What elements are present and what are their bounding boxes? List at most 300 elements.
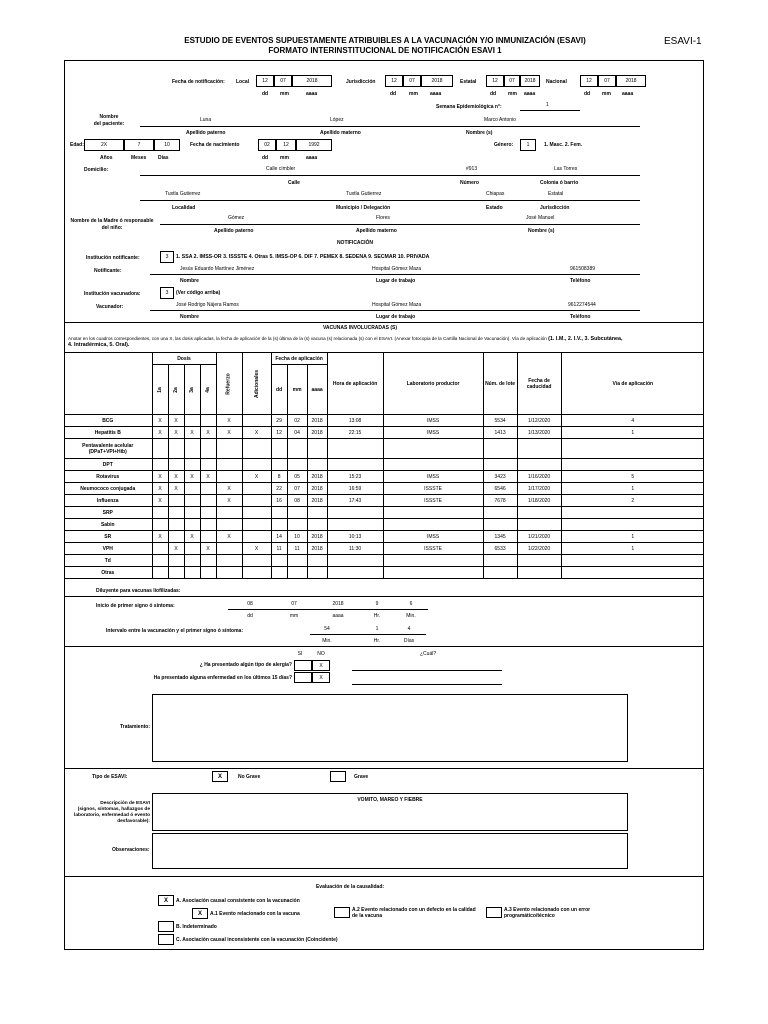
notificante-value: Jesús Eduardo Martínez Jiménez	[180, 266, 255, 272]
cell-mm[interactable]: 02	[287, 415, 307, 427]
cell-dd[interactable]: 29	[271, 415, 287, 427]
semana-value: 1	[546, 102, 549, 108]
numero-value: #913	[466, 166, 478, 172]
dose-cell[interactable]	[152, 567, 168, 579]
cell-dd[interactable]: 22	[271, 483, 287, 495]
cell-dd[interactable]	[271, 567, 287, 579]
cell-via[interactable]	[561, 567, 704, 579]
dd-label: dd	[262, 155, 269, 161]
dose-cell[interactable]: X	[168, 543, 184, 555]
cell-lote[interactable]	[483, 459, 517, 471]
cell-lote[interactable]: 7678	[483, 495, 517, 507]
dose-cell[interactable]	[200, 459, 216, 471]
cell-aaaa[interactable]	[307, 507, 327, 519]
apellido-paterno-value: Luna	[200, 117, 212, 123]
cell-via[interactable]: 5	[561, 471, 704, 483]
tratamiento-box[interactable]	[152, 694, 628, 762]
dose-cell[interactable]: X	[168, 471, 184, 483]
dose-cell[interactable]	[152, 439, 168, 459]
cell-hora[interactable]: 13:08	[327, 415, 383, 427]
d4-text: 4a	[205, 386, 211, 393]
dose-cell[interactable]: X	[168, 483, 184, 495]
dose-cell[interactable]	[168, 439, 184, 459]
cell-via[interactable]	[561, 439, 704, 459]
vaccine-name: DPT	[64, 459, 152, 471]
aaaa-label: aaaa	[306, 91, 318, 97]
cell-via[interactable]	[561, 507, 704, 519]
observaciones-box[interactable]	[152, 833, 628, 869]
cell-lote[interactable]: 6546	[483, 483, 517, 495]
dose-cell[interactable]: X	[200, 427, 216, 439]
dose-cell[interactable]	[184, 507, 200, 519]
cell-lab[interactable]: IMSS	[383, 415, 483, 427]
dose-cell[interactable]	[242, 483, 271, 495]
dose-cell[interactable]	[200, 531, 216, 543]
aaaa-label: aaaa	[524, 91, 536, 97]
tratamiento-label: Tratamiento:	[120, 724, 151, 730]
enfermedad-label: Ha presentado alguna enfermedad en los últimos 15 días?	[153, 675, 292, 681]
mm-label: mm	[602, 91, 611, 97]
genero-value[interactable]: 1	[520, 139, 536, 151]
dose-cell[interactable]: X	[184, 531, 200, 543]
dose-cell[interactable]: X	[152, 427, 168, 439]
dose-cell[interactable]	[216, 459, 242, 471]
cell-lab[interactable]: ISSSTE	[383, 543, 483, 555]
dose-cell[interactable]	[216, 507, 242, 519]
apellido-materno-label: Apellido materno	[356, 228, 397, 234]
dose-cell[interactable]: X	[168, 415, 184, 427]
nombre-paciente-label: Nombre del paciente:	[93, 114, 125, 127]
estatal-label: Estatal	[460, 79, 477, 85]
vaccine-row	[64, 459, 704, 471]
descripcion-value: VOMITO, MAREO Y FIEBRE	[357, 797, 423, 803]
cell-aaaa[interactable]	[307, 439, 327, 459]
diluyente-underline	[64, 596, 704, 597]
vaccine-name: Pentavalente acelular (DPaT+VPI+Hib)	[64, 439, 152, 459]
dose-cell[interactable]: X	[152, 495, 168, 507]
unit-dd: dd	[247, 613, 253, 619]
cell-dd[interactable]: 16	[271, 495, 287, 507]
local-label: Local	[236, 79, 250, 85]
cell-aaaa[interactable]: 2018	[307, 495, 327, 507]
vaccine-row	[64, 439, 704, 459]
local-mm[interactable]: 07	[274, 75, 292, 87]
vacunas-section: VACUNAS INVOLUCRADAS (S)	[322, 325, 398, 331]
cell-dd[interactable]	[271, 519, 287, 531]
jurisdiccion-value: Estatal	[548, 191, 564, 197]
dose-cell[interactable]: X	[242, 543, 271, 555]
cell-via[interactable]: 1	[561, 427, 704, 439]
unit-mm: mm	[289, 613, 299, 619]
cell-hora[interactable]	[327, 507, 383, 519]
institucion-options: 1. SSA 2. IMSS-OR 3. ISSSTE 4. Otras 5. IMSS-OP 6. DIF 7. PEMEX 8. SEDENA 9. SECMAR 10. PRIVADA	[176, 254, 430, 260]
cell-via[interactable]: 1	[561, 483, 704, 495]
municipio-label: Municipio / Delegación	[336, 205, 391, 211]
causal-a-label: A. Asociación causal consistente con la vacunación	[176, 898, 300, 904]
dose-cell[interactable]: X	[184, 427, 200, 439]
cell-cad[interactable]	[517, 507, 561, 519]
dose-cell[interactable]	[242, 415, 271, 427]
dose-cell[interactable]	[168, 495, 184, 507]
cell-cad[interactable]: 1/18/2020	[517, 495, 561, 507]
dose-cell[interactable]: X	[152, 483, 168, 495]
dose-cell[interactable]	[184, 415, 200, 427]
dose-cell[interactable]	[152, 543, 168, 555]
dose-cell[interactable]	[242, 519, 271, 531]
dose-cell[interactable]	[152, 507, 168, 519]
cell-cad[interactable]	[517, 567, 561, 579]
dose-cell[interactable]	[184, 483, 200, 495]
dose-cell[interactable]	[216, 439, 242, 459]
cell-mm[interactable]: 04	[287, 427, 307, 439]
dose-cell[interactable]: X	[242, 471, 271, 483]
local-aaaa[interactable]: 2018	[292, 75, 332, 87]
estatal-dd[interactable]: 12	[486, 75, 504, 87]
dose-cell[interactable]	[168, 459, 184, 471]
cell-mm[interactable]	[287, 439, 307, 459]
vaccine-header-blank	[64, 353, 152, 415]
dose-cell[interactable]: X	[200, 471, 216, 483]
vacunadora-label: Institución vacunadora:	[84, 291, 141, 297]
vaccine-name: SRP	[64, 507, 152, 519]
cell-mm[interactable]: 07	[287, 483, 307, 495]
fecha-header: Fecha de aplicación	[271, 353, 327, 365]
edad-dias[interactable]: 10	[154, 139, 180, 151]
cell-mm[interactable]	[287, 555, 307, 567]
dose-cell[interactable]: X	[168, 427, 184, 439]
vacunadora-value[interactable]: 3	[160, 287, 174, 299]
alergia-si[interactable]	[294, 660, 312, 671]
cell-dd[interactable]: 11	[271, 543, 287, 555]
dose-cell[interactable]	[200, 483, 216, 495]
dose-cell[interactable]	[200, 507, 216, 519]
dose-cell[interactable]	[168, 531, 184, 543]
dose-cell[interactable]	[242, 555, 271, 567]
madre-paterno: Gómez	[228, 215, 245, 221]
section-divider	[64, 876, 704, 877]
cell-hora[interactable]	[327, 567, 383, 579]
madre-materno: Flores	[376, 215, 390, 221]
dose-cell[interactable]	[184, 519, 200, 531]
descripcion-label: Descripción de ESAVI (signos, síntomas, hallazgos de laboratorio, enfermedad ó evento desfavorable):	[74, 801, 150, 824]
nacional-dd[interactable]: 12	[580, 75, 598, 87]
vacunadora-note: (Ver código arriba)	[176, 290, 221, 296]
cell-hora[interactable]: 10:13	[327, 531, 383, 543]
cell-mm[interactable]	[287, 519, 307, 531]
estatal-mm[interactable]: 07	[504, 75, 520, 87]
edad-label: Edad:	[70, 142, 84, 148]
cell-cad[interactable]: 1/17/2020	[517, 483, 561, 495]
cell-via[interactable]	[561, 459, 704, 471]
meses-label: Meses	[131, 155, 147, 161]
vaccine-row	[64, 531, 704, 543]
dose-cell[interactable]: X	[200, 543, 216, 555]
edad-anios[interactable]: 2X	[84, 139, 124, 151]
no-grave-checkbox[interactable]: X	[212, 771, 228, 782]
intervalo-underline	[310, 634, 426, 635]
dose-cell[interactable]	[216, 543, 242, 555]
cell-lab[interactable]: IMSS	[383, 471, 483, 483]
cell-lote[interactable]: 3423	[483, 471, 517, 483]
nacimiento-dd[interactable]: 02	[258, 139, 276, 151]
cell-lab[interactable]: IMSS	[383, 531, 483, 543]
cell-lote[interactable]: 6533	[483, 543, 517, 555]
form-code: ESAVI-1	[664, 36, 702, 47]
dosis-4a	[200, 365, 216, 415]
causal-c-checkbox[interactable]	[158, 934, 174, 945]
jurisdiccion-label: Jurisdicción	[540, 205, 570, 211]
cell-hora[interactable]: 16:59	[327, 483, 383, 495]
d1-text: 1a	[157, 386, 163, 393]
cell-mm[interactable]: 11	[287, 543, 307, 555]
cell-cad[interactable]: 1/21/2020	[517, 531, 561, 543]
dose-cell[interactable]	[216, 519, 242, 531]
inicio-hr: 9	[375, 601, 379, 607]
notificante-telefono: 961508389	[570, 266, 596, 272]
dose-cell[interactable]	[184, 543, 200, 555]
estatal-aaaa[interactable]: 2018	[520, 75, 540, 87]
cell-via[interactable]: 2	[561, 495, 704, 507]
causal-a3-checkbox[interactable]	[486, 907, 502, 918]
nacional-aaaa[interactable]: 2018	[616, 75, 646, 87]
dose-cell[interactable]	[242, 459, 271, 471]
vaccine-row	[64, 519, 704, 531]
jurisdiccion-dd[interactable]: 12	[385, 75, 403, 87]
inicio-underline	[228, 609, 428, 610]
dose-cell[interactable]	[242, 531, 271, 543]
cell-aaaa[interactable]: 2018	[307, 415, 327, 427]
nacimiento-aaaa[interactable]: 1992	[296, 139, 332, 151]
cell-lote[interactable]	[483, 439, 517, 459]
section-divider	[64, 768, 704, 769]
cell-lote[interactable]	[483, 507, 517, 519]
cell-aaaa[interactable]	[307, 519, 327, 531]
cell-cad[interactable]: 1/22/2020	[517, 543, 561, 555]
cell-aaaa[interactable]: 2018	[307, 483, 327, 495]
cell-hora[interactable]: 22:15	[327, 427, 383, 439]
dose-cell[interactable]	[200, 555, 216, 567]
dose-cell[interactable]	[152, 519, 168, 531]
alergia-cual-line	[352, 670, 502, 671]
jurisdiccion-aaaa[interactable]: 2018	[421, 75, 453, 87]
notificante-lugar: Hospital Gómez Maza	[372, 266, 422, 272]
dose-cell[interactable]	[168, 567, 184, 579]
cell-hora[interactable]: 17:43	[327, 495, 383, 507]
causal-a2-checkbox[interactable]	[334, 907, 350, 918]
dose-cell[interactable]	[184, 459, 200, 471]
caducidad-header: Fecha de caducidad	[517, 353, 561, 415]
cell-dd[interactable]	[271, 507, 287, 519]
cell-cad[interactable]	[517, 555, 561, 567]
cell-dd[interactable]	[271, 439, 287, 459]
cell-mm[interactable]: 10	[287, 531, 307, 543]
dose-cell[interactable]	[152, 459, 168, 471]
grave-checkbox[interactable]	[330, 771, 346, 782]
cell-aaaa[interactable]: 2018	[307, 543, 327, 555]
cell-mm[interactable]	[287, 567, 307, 579]
dose-cell[interactable]: X	[242, 427, 271, 439]
vacunas-instructions	[68, 336, 628, 348]
cell-lote[interactable]	[483, 567, 517, 579]
lugar-trabajo-label: Lugar de trabajo	[376, 278, 416, 284]
cell-lab[interactable]	[383, 507, 483, 519]
unit-dias: Días	[403, 638, 415, 644]
nacimiento-label: Fecha de nacimiento	[190, 142, 240, 148]
cell-via[interactable]	[561, 555, 704, 567]
dose-cell[interactable]: X	[216, 427, 242, 439]
madre-underline	[160, 224, 640, 225]
dose-cell[interactable]	[242, 507, 271, 519]
cell-mm[interactable]: 05	[287, 471, 307, 483]
cell-dd[interactable]: 14	[271, 531, 287, 543]
local-dd[interactable]: 12	[256, 75, 274, 87]
vaccine-row	[64, 495, 704, 507]
cell-dd[interactable]	[271, 555, 287, 567]
cell-lab[interactable]: ISSSTE	[383, 483, 483, 495]
dose-cell[interactable]: X	[152, 531, 168, 543]
cell-lab[interactable]	[383, 567, 483, 579]
dose-cell[interactable]	[216, 567, 242, 579]
alergia-label: ¿ Ha presentado algún tipo de alergia?	[199, 662, 292, 668]
dose-cell[interactable]	[168, 555, 184, 567]
dd-label: dd	[262, 91, 269, 97]
institucion-value[interactable]: 3	[160, 251, 174, 263]
dose-cell[interactable]	[200, 415, 216, 427]
cell-aaaa[interactable]	[307, 459, 327, 471]
dose-cell[interactable]	[184, 439, 200, 459]
dose-cell[interactable]	[200, 439, 216, 459]
cell-lote[interactable]: 1345	[483, 531, 517, 543]
dose-cell[interactable]: X	[152, 471, 168, 483]
causal-a-checkbox[interactable]: X	[158, 895, 174, 906]
cell-dd[interactable]	[271, 459, 287, 471]
cell-via[interactable]: 1	[561, 531, 704, 543]
vaccine-row	[64, 555, 704, 567]
cell-lote[interactable]	[483, 555, 517, 567]
dose-cell[interactable]: X	[216, 531, 242, 543]
dose-cell[interactable]	[184, 495, 200, 507]
cell-lab[interactable]	[383, 459, 483, 471]
cell-mm[interactable]: 08	[287, 495, 307, 507]
cell-lab[interactable]	[383, 519, 483, 531]
cell-lote[interactable]: 5534	[483, 415, 517, 427]
cell-aaaa[interactable]	[307, 555, 327, 567]
dose-cell[interactable]: X	[216, 495, 242, 507]
localidad-value: Tuxtla Gutierrez	[165, 191, 201, 197]
dosis-3a	[184, 365, 200, 415]
alergia-no[interactable]: X	[312, 660, 330, 671]
cell-hora[interactable]	[327, 459, 383, 471]
unit-min: Min.	[406, 613, 416, 619]
mm-label: mm	[280, 91, 289, 97]
localidad-underline	[140, 200, 640, 201]
nombres-label: Nombre (s)	[528, 228, 555, 234]
cell-cad[interactable]	[517, 519, 561, 531]
cell-mm[interactable]	[287, 459, 307, 471]
vacunador-label: Vacunador:	[96, 304, 124, 310]
causal-b-checkbox[interactable]	[158, 921, 174, 932]
vaccine-row	[64, 543, 704, 555]
dose-cell[interactable]	[184, 555, 200, 567]
dose-cell[interactable]	[216, 555, 242, 567]
cell-lab[interactable]	[383, 555, 483, 567]
cell-hora[interactable]: 11:30	[327, 543, 383, 555]
cell-cad[interactable]: 1/13/2020	[517, 427, 561, 439]
cell-cad[interactable]: 1/16/2020	[517, 471, 561, 483]
dose-cell[interactable]	[200, 567, 216, 579]
nacimiento-mm[interactable]: 12	[276, 139, 296, 151]
dose-cell[interactable]	[216, 471, 242, 483]
vaccine-row	[64, 471, 704, 483]
cell-lote[interactable]	[483, 519, 517, 531]
nacional-mm[interactable]: 07	[598, 75, 616, 87]
cell-hora[interactable]: 15:23	[327, 471, 383, 483]
cell-dd[interactable]: 12	[271, 427, 287, 439]
dose-cell[interactable]	[168, 519, 184, 531]
dd-label: dd	[584, 91, 591, 97]
via-header: Vía de aplicación	[561, 353, 704, 415]
cell-via[interactable]: 1	[561, 543, 704, 555]
dose-cell[interactable]	[242, 495, 271, 507]
dose-cell[interactable]	[200, 519, 216, 531]
cell-cad[interactable]	[517, 459, 561, 471]
enfermedad-no[interactable]: X	[312, 672, 330, 683]
nombres-label: Nombre (s)	[466, 130, 493, 136]
unit-min: Min.	[322, 638, 332, 644]
cell-aaaa[interactable]: 2018	[307, 531, 327, 543]
dose-cell[interactable]	[152, 555, 168, 567]
cell-lab[interactable]: IMSS	[383, 427, 483, 439]
cell-hora[interactable]	[327, 555, 383, 567]
cell-dd[interactable]: 8	[271, 471, 287, 483]
intervalo-label: Intervalo entre la vacunación y el primer signo ó síntoma:	[106, 628, 243, 634]
cell-aaaa[interactable]: 2018	[307, 427, 327, 439]
municipio-value: Tuxtla Gutierrez	[346, 191, 382, 197]
cell-via[interactable]	[561, 519, 704, 531]
dose-cell[interactable]: X	[216, 483, 242, 495]
edad-meses[interactable]: 7	[124, 139, 154, 151]
causal-a1-checkbox[interactable]: X	[192, 908, 208, 919]
cell-hora[interactable]	[327, 519, 383, 531]
causalidad-title: Evaluación de la causalidad:	[315, 884, 385, 890]
dose-cell[interactable]	[242, 567, 271, 579]
dose-cell[interactable]: X	[216, 415, 242, 427]
cell-cad[interactable]	[517, 439, 561, 459]
dose-cell[interactable]	[242, 439, 271, 459]
enfermedad-si[interactable]	[294, 672, 312, 683]
dose-cell[interactable]	[184, 567, 200, 579]
dd-label: dd	[490, 91, 497, 97]
nacional-label: Nacional	[546, 79, 567, 85]
estado-value: Chiapas	[486, 191, 505, 197]
cell-lab[interactable]: ISSSTE	[383, 495, 483, 507]
nombre-underline	[140, 126, 640, 127]
cell-hora[interactable]	[327, 439, 383, 459]
dose-cell[interactable]	[168, 507, 184, 519]
cell-via[interactable]: 4	[561, 415, 704, 427]
cell-cad[interactable]: 1/12/2020	[517, 415, 561, 427]
dose-cell[interactable]: X	[152, 415, 168, 427]
cell-lab[interactable]	[383, 439, 483, 459]
jurisdiccion-mm[interactable]: 07	[403, 75, 421, 87]
cell-lote[interactable]: 1413	[483, 427, 517, 439]
cell-aaaa[interactable]	[307, 567, 327, 579]
vaccine-name: Td	[64, 555, 152, 567]
dose-cell[interactable]	[200, 495, 216, 507]
cell-mm[interactable]	[287, 507, 307, 519]
dose-cell[interactable]: X	[184, 471, 200, 483]
cell-aaaa[interactable]: 2018	[307, 471, 327, 483]
